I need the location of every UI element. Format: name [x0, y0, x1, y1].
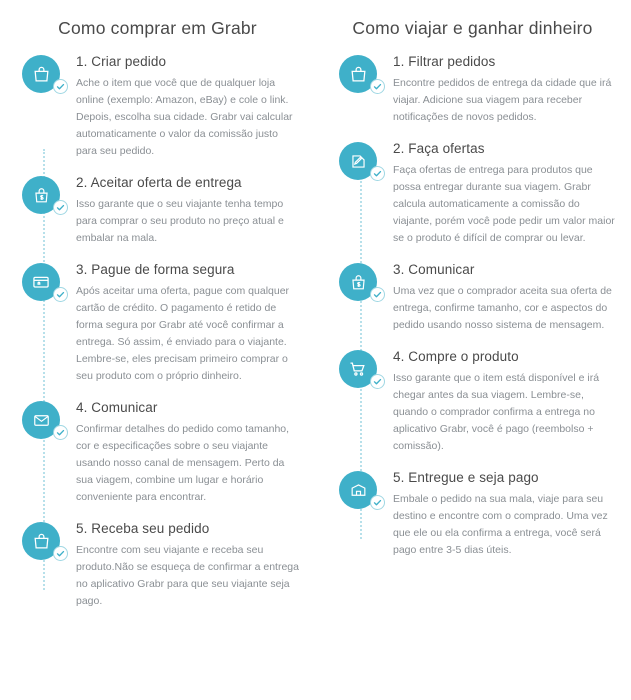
- step-body: [383, 53, 630, 130]
- step-item: [22, 520, 315, 614]
- column-buyer-steps: [0, 53, 315, 614]
- step-badge-wrap: [22, 263, 66, 301]
- column-traveler-steps: [315, 53, 630, 563]
- step-text: Ache o item que você que de qualquer loja online (exemplo: Amazon, eBay) e cole o link. Depois, escolha sua cidade. Grabr vai calcular automaticamente o valor da comissão justo para seu pedido.: [76, 77, 293, 157]
- step-body: [383, 140, 630, 251]
- step-title: 5. Receba seu pedido: [76, 521, 210, 536]
- step-item: [22, 261, 315, 389]
- step-body: [66, 174, 315, 251]
- step-text: Após aceitar uma oferta, pague com qualquer cartão de crédito. O pagamento é retido de forma segura por Grabr até você confirmar a entrega. Só assim, é enviado para o viajante. Lembre-se, eles precisam primeiro comprar o seu produto com o próprio dinheiro.: [76, 285, 290, 382]
- check-icon: [53, 79, 68, 94]
- check-icon: [53, 200, 68, 215]
- step-badge-wrap: [339, 263, 383, 301]
- step-badge-wrap: [22, 55, 66, 93]
- step-body: [66, 520, 315, 614]
- step-text: Encontre com seu viajante e receba seu produto.Não se esqueça de confirmar a entrega no aplicativo Grabr para que seu viajante seja pago.: [76, 544, 299, 607]
- step-title: 4. Comunicar: [76, 400, 158, 415]
- step-text: Encontre pedidos de entrega da cidade que irá viajar. Adicione sua viagem para receber notificações de novos pedidos.: [393, 77, 612, 123]
- step-title: 3. Pague de forma segura: [76, 262, 235, 277]
- step-badge-wrap: [22, 522, 66, 560]
- step-item: [339, 261, 630, 338]
- step-body: [383, 348, 630, 459]
- step-body: [66, 261, 315, 389]
- step-text: Isso garante que o seu viajante tenha tempo para comprar o seu produto no preço atual e embalar na mala.: [76, 198, 284, 244]
- step-title: 1. Criar pedido: [76, 54, 167, 69]
- step-item: [22, 174, 315, 251]
- check-icon: [370, 79, 385, 94]
- step-item: [339, 469, 630, 563]
- column-traveler: [315, 0, 630, 624]
- step-badge-wrap: [339, 350, 383, 388]
- check-icon: [370, 495, 385, 510]
- step-badge-wrap: [339, 55, 383, 93]
- step-badge-wrap: [22, 176, 66, 214]
- column-buyer-title: Como comprar em Grabr: [58, 18, 257, 38]
- column-traveler-title: Como viajar e ganhar dinheiro: [352, 18, 593, 38]
- step-title: 3. Comunicar: [393, 262, 475, 277]
- check-icon: [370, 374, 385, 389]
- step-title: 4. Compre o produto: [393, 349, 519, 364]
- check-icon: [53, 425, 68, 440]
- step-body: [66, 53, 315, 164]
- step-title: 5. Entregue e seja pago: [393, 470, 539, 485]
- step-body: [383, 469, 630, 563]
- check-icon: [53, 546, 68, 561]
- step-item: [22, 399, 315, 510]
- step-title: 1. Filtrar pedidos: [393, 54, 496, 69]
- step-title: 2. Aceitar oferta de entrega: [76, 175, 242, 190]
- step-item: [339, 348, 630, 459]
- step-text: Embale o pedido na sua mala, viaje para seu destino e encontre com o comprado. Uma vez que ele ou ela confirma a entrega, você será pago entre 3-5 dias úteis.: [393, 493, 608, 556]
- step-badge-wrap: [339, 471, 383, 509]
- step-body: [383, 261, 630, 338]
- check-icon: [370, 287, 385, 302]
- step-badge-wrap: [339, 142, 383, 180]
- step-body: [66, 399, 315, 510]
- step-text: Confirmar detalhes do pedido como tamanho, cor e especificações sobre o seu viajante usando nosso canal de mensagem. Perto da sua viagem, combine um lugar e horário conveniente para encontrar.: [76, 423, 290, 503]
- step-item: [22, 53, 315, 164]
- step-title: 2. Faça ofertas: [393, 141, 485, 156]
- step-text: Uma vez que o comprador aceita sua oferta de entrega, confirme tamanho, cor e aspectos do pedido usando nosso sistema de mensagem.: [393, 285, 612, 331]
- check-icon: [370, 166, 385, 181]
- step-text: Faça ofertas de entrega para produtos que possa entregar durante sua viagem. Grabr calcula automaticamente a comissão do viajante, porém você pode pedir um valor maior se o produto é difícil de comprar ou levar.: [393, 164, 615, 244]
- step-text: Isso garante que o item está disponível e irá chegar antes da sua viagem. Lembre-se, quando o comprador confirma a entrega no aplicativo Grabr, você é pago (reembolso + comissão).: [393, 372, 600, 452]
- step-badge-wrap: [22, 401, 66, 439]
- check-icon: [53, 287, 68, 302]
- column-buyer: [0, 0, 315, 624]
- step-item: [339, 53, 630, 130]
- step-item: [339, 140, 630, 251]
